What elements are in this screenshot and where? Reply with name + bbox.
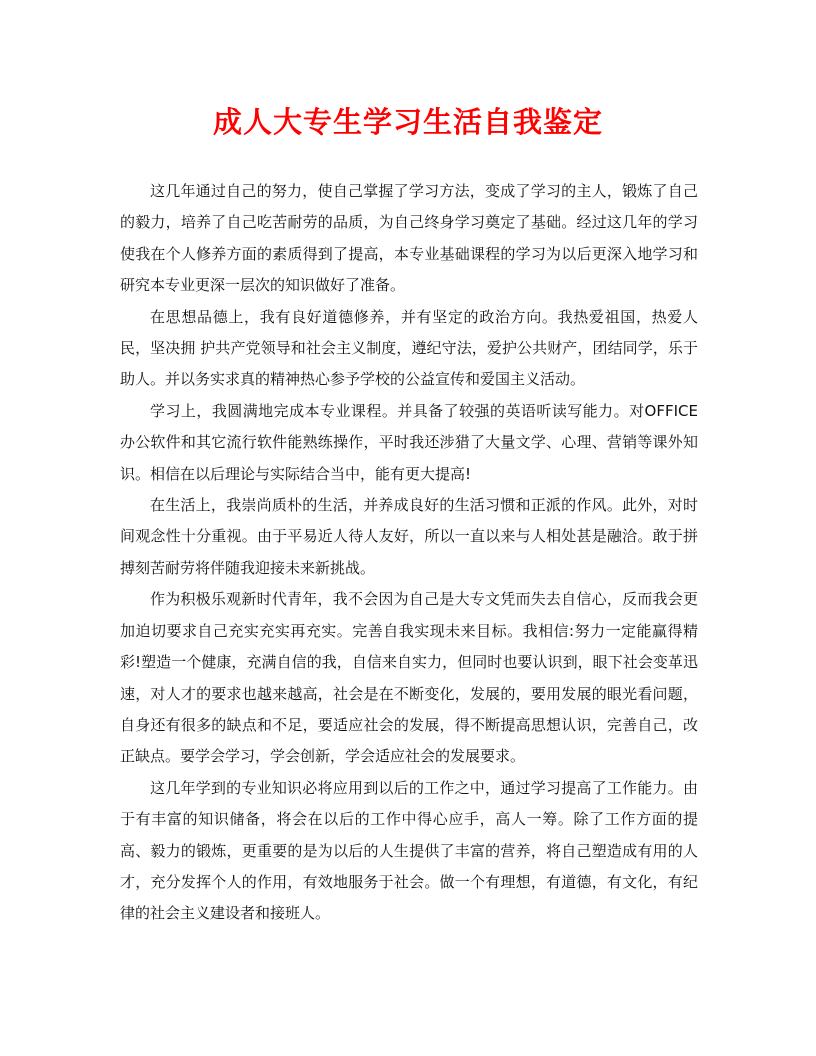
document-title: 成人大专生学习生活自我鉴定	[212, 105, 603, 139]
paragraph-3: 学习上，我圆满地完成本专业课程。并具备了较强的英语听读写能力。对OFFICE办公软件和其它流行软件能熟练操作，平时我还涉猎了大量文学、心理、营销等课外知识。相信在以后理论与实际结合当中，能有更大提高!	[120, 401, 698, 483]
document-body	[120, 176, 698, 930]
paragraph-2: 在思想品德上，我有良好道德修养，并有坚定的政治方向。我热爱祖国，热爱人民，坚决拥 护共产党领导和社会主义制度，遵纪守法，爱护公共财产，团结同学，乐于助人。并以务实求真的精神热心参予学校的公益宣传和爱国主义活动。	[120, 307, 698, 389]
paragraph-5: 作为积极乐观新时代青年，我不会因为自己是大专文凭而失去自信心，反而我会更加迫切要求自己充实充实再充实。完善自我实现未来目标。我相信:努力一定能赢得精彩!塑造一个健康，充满自信的我，自信来自实力，但同时也要认识到，眼下社会变革迅速，对人才的要求也越来越高，社会是在不断变化，发展的，要用发展的眼光看问题，自身还有很多的缺点和不足，要适应社会的发展，得不断提高思想认识，完善自己，改正缺点。要学会学习，学会创新，学会适应社会的发展要求。	[120, 590, 698, 766]
paragraph-4: 在生活上，我崇尚质朴的生活，并养成良好的生活习惯和正派的作风。此外，对时间观念性十分重视。由于平易近人待人友好，所以一直以来与人相处甚是融洽。敢于拼搏刻苦耐劳将伴随我迎接未来新挑战。	[120, 496, 698, 577]
paragraph-1: 这几年通过自己的努力，使自己掌握了学习方法，变成了学习的主人，锻炼了自己的毅力，培养了自己吃苦耐劳的品质，为自己终身学习奠定了基础。经过这几年的学习使我在个人修养方面的素质得到了提高，本专业基础课程的学习为以后更深入地学习和研究本专业更深一层次的知识做好了准备。	[120, 182, 698, 295]
paragraph-6: 这几年学到的专业知识必将应用到以后的工作之中，通过学习提高了工作能力。由于有丰富的知识储备，将会在以后的工作中得心应手，高人一筹。除了工作方面的提高、毅力的锻炼，更重要的是为以后的人生提供了丰富的营养，将自己塑造成有用的人才，充分发挥个人的作用，有效地服务于社会。做一个有理想，有道德，有文化，有纪律的社会主义建设者和接班人。	[120, 778, 698, 923]
